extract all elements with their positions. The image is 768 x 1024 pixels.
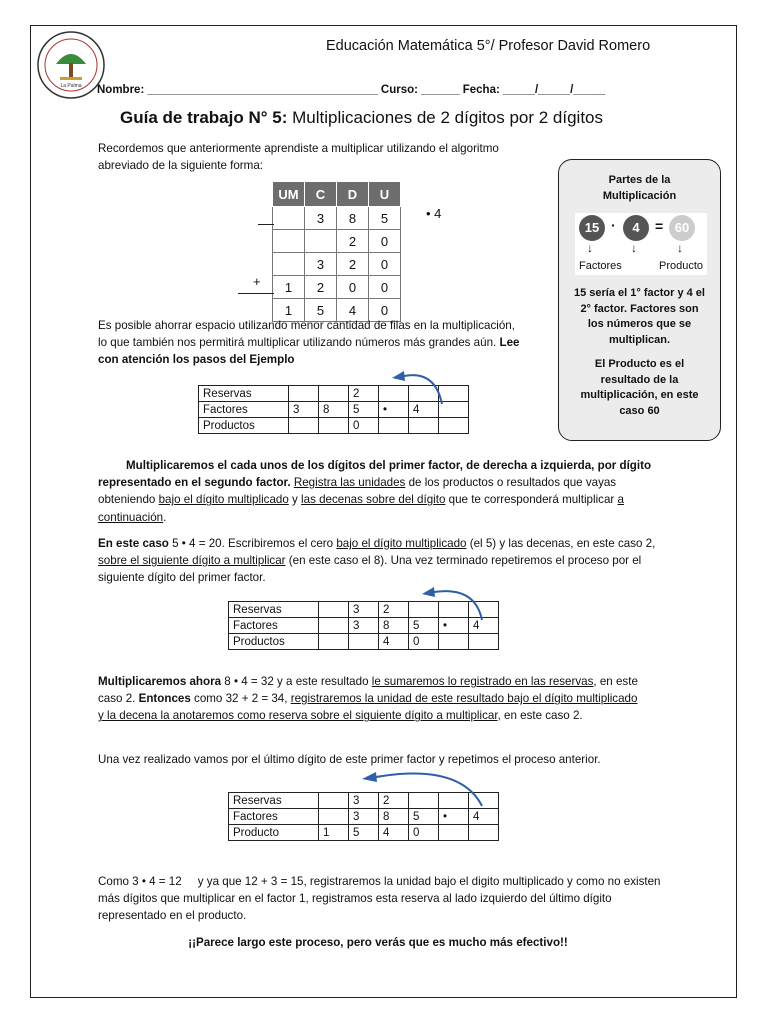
algorithm-cell [273, 253, 305, 276]
digit-cell: 2 [349, 386, 379, 402]
row-label: Productos [229, 634, 319, 650]
algorithm-cell: 4 [337, 299, 369, 322]
para5-text: , en este caso 2. [497, 709, 583, 723]
para4-underline: sobre el siguiente dígito a multiplicar [98, 554, 286, 568]
digit-cell [469, 634, 499, 650]
digit-cell: 8 [379, 809, 409, 825]
name-date-line: Nombre: ____________________________________ Curso: ______ Fecha: _____/_____/_____ [97, 84, 606, 96]
para4-underline: bajo el dígito multiplicado [336, 537, 467, 550]
para5-underline: registraremos la unidad de este resultado bajo el dígito multiplicado y la decena la anotaremos como reserva sobre el siguiente dígito a multiplicar [98, 692, 638, 723]
algorithm-cell: 3 [305, 253, 337, 276]
example-row [229, 634, 499, 650]
title-rest: Multiplicaciones de 2 dígitos por 2 dígitos [287, 108, 604, 127]
para5-bold: Entonces [138, 692, 191, 706]
rule-line [238, 293, 274, 294]
digit-cell [379, 418, 409, 434]
example-row [229, 825, 499, 841]
digit-cell: 3 [349, 618, 379, 634]
digit-cell [319, 386, 349, 402]
para4-bold: En este caso [98, 537, 169, 550]
place-value-header: D [337, 182, 369, 207]
digit-cell: 3 [289, 402, 319, 418]
digit-cell [409, 418, 439, 434]
paragraph-step3: Una vez realizado vamos por el último dígito de este primer factor y repetimos el proceso anterior. [98, 753, 601, 766]
carry-arrow-icon [410, 584, 490, 624]
para3-text: de los productos o resultados que vayas obteniendo [98, 476, 617, 507]
digit-cell: 0 [409, 825, 439, 841]
digit-cell: 2 [379, 602, 409, 618]
algorithm-cell: 0 [337, 276, 369, 299]
algorithm-cell: 1 [273, 276, 305, 299]
carry-arrow-icon [350, 765, 490, 810]
digit-cell: 4 [469, 809, 499, 825]
paragraph-step1 [98, 535, 658, 587]
paragraph-step2 [98, 673, 643, 725]
para3-underline: a continuación [98, 493, 624, 524]
para3-underline: las decenas sobre del dígito [301, 493, 446, 507]
paragraph-conclusion: Como 3 • 4 = 12 y ya que 12 + 3 = 15, registraremos la unidad bajo el digito multiplicado y como no existen más dígitos que multiplicar en el factor 1, registramos esta reserva al lado izquierdo del último dígito representado en el producto. [98, 875, 664, 923]
digit-cell [319, 618, 349, 634]
para5-text: 8 • 4 = 32 y a este resultado [221, 675, 372, 688]
row-label: Factores [199, 402, 289, 418]
para4-text: (en este caso el 8). Una vez terminado repetiremos el proceso por el siguiente dígito del primer factor. [98, 554, 642, 585]
example-row [199, 418, 469, 434]
digit-cell: 4 [469, 618, 499, 634]
digit-cell: 8 [319, 402, 349, 418]
digit-cell [319, 809, 349, 825]
digit-cell [319, 634, 349, 650]
row-label: Producto [229, 825, 319, 841]
para5-bold: Multiplicaremos ahora [98, 675, 222, 688]
paragraph-method [98, 457, 658, 526]
product-explanation: El Producto es el resultado de la multiplicación, en este caso 60 [580, 358, 699, 417]
paragraph-space [98, 317, 523, 369]
dot-sign: · [611, 217, 616, 233]
para5-text: como 32 + 2 = 34, [190, 692, 291, 706]
equals-sign: = [655, 218, 664, 234]
school-seal-icon [36, 30, 106, 100]
carry-arrow-icon [380, 368, 450, 408]
para3-underline: Registra las unidades [293, 476, 406, 490]
digit-cell: 5 [409, 618, 439, 634]
algorithm-cell [273, 207, 305, 230]
place-value-header: U [369, 182, 401, 207]
digit-cell [319, 602, 349, 618]
para5-text: , en este caso 2. [98, 675, 638, 706]
para4-text: (el 5) y las decenas, en este caso 2, [466, 537, 656, 550]
digit-cell [439, 418, 469, 434]
svg-text:La Palma: La Palma [60, 83, 82, 89]
para4-text: 5 • 4 = 20. Escribiremos el cero [168, 537, 337, 550]
digit-cell: 4 [379, 634, 409, 650]
row-label: Factores [229, 618, 319, 634]
digit-cell [289, 418, 319, 434]
digit-cell: 5 [349, 825, 379, 841]
digit-cell: 3 [349, 809, 379, 825]
algorithm-cell: 0 [369, 253, 401, 276]
algorithm-cell: 1 [273, 299, 305, 322]
row-label: Reservas [199, 386, 289, 402]
place-value-header: C [305, 182, 337, 207]
digit-cell: 8 [379, 618, 409, 634]
para5-underline: le sumaremos lo registrado en las reservas [371, 675, 594, 688]
digit-cell [349, 634, 379, 650]
digit-cell: 3 [349, 793, 379, 809]
digit-cell: 0 [409, 634, 439, 650]
algorithm-cell: 2 [305, 276, 337, 299]
example-row [229, 809, 499, 825]
parts-diagram [575, 213, 707, 275]
para3-bold: Multiplicaremos el cada unos de los dígitos del primer factor, de derecha a izquierda, por dígito representado en el segundo factor. [98, 459, 652, 490]
parts-of-multiplication-box [558, 159, 721, 441]
algorithm-cell: 8 [337, 207, 369, 230]
factors-label: Factores [579, 260, 622, 272]
multiplier-label: • 4 [426, 206, 442, 221]
plus-sign: + [253, 274, 261, 289]
intro-paragraph: Recordemos que anteriormente aprendiste a multiplicar utilizando el algoritmo abreviado de la siguiente forma: [98, 142, 499, 173]
digit-cell: 5 [409, 809, 439, 825]
digit-cell: 1 [319, 825, 349, 841]
para3-text: . [163, 510, 167, 524]
product-ball: 60 [669, 215, 695, 241]
algorithm-cell: 3 [305, 207, 337, 230]
row-label: Reservas [229, 793, 319, 809]
para2-bold: Lee con atención los pasos del Ejemplo [98, 336, 520, 367]
factors-explanation: 15 sería el 1° factor y 4 el 2° factor. Factores son los números que se multiplican. [574, 287, 705, 346]
digit-cell: • [439, 618, 469, 634]
algorithm-cell [305, 230, 337, 253]
digit-cell [319, 793, 349, 809]
closing-remark: ¡¡Parece largo este proceso, pero verás que es mucho más efectivo!! [188, 936, 568, 949]
digit-cell: 4 [409, 402, 439, 418]
factor2-ball: 4 [623, 215, 649, 241]
para2-text: Es posible ahorrar espacio utilizando menor cantidad de filas en la multiplicación, lo que también nos permitirá multiplicar utilizando números más grandes aún. [98, 319, 515, 350]
algorithm-cell: 2 [337, 253, 369, 276]
digit-cell [289, 386, 319, 402]
algorithm-row [273, 207, 401, 230]
digit-cell: • [379, 402, 409, 418]
digit-cell: • [439, 809, 469, 825]
rule-line [258, 224, 274, 225]
row-label: Productos [199, 418, 289, 434]
page-title [120, 108, 603, 128]
algorithm-row [273, 253, 401, 276]
arrow-down-icon: ↓ [587, 241, 593, 255]
header-title: Educación Matemática 5°/ Profesor David Romero [326, 38, 651, 54]
digit-cell: 3 [349, 602, 379, 618]
digit-cell [469, 825, 499, 841]
digit-cell [439, 825, 469, 841]
digit-cell [439, 634, 469, 650]
algorithm-cell: 0 [369, 299, 401, 322]
product-label: Producto [659, 260, 704, 272]
para3-text: que te corresponderá multiplicar [445, 493, 618, 507]
algorithm-cell [273, 230, 305, 253]
algorithm-row [273, 230, 401, 253]
para3-text: y [288, 493, 302, 507]
factor1-ball: 15 [579, 215, 605, 241]
algorithm-row [273, 276, 401, 299]
title-bold: Guía de trabajo N° 5: [120, 108, 288, 127]
algorithm-cell: 5 [369, 207, 401, 230]
row-label: Factores [229, 809, 319, 825]
arrow-down-icon: ↓ [677, 241, 683, 255]
digit-cell: 0 [349, 418, 379, 434]
digit-cell: 4 [379, 825, 409, 841]
arrow-down-icon: ↓ [631, 241, 637, 255]
algorithm-cell: 2 [337, 230, 369, 253]
digit-cell: 2 [379, 793, 409, 809]
row-label: Reservas [229, 602, 319, 618]
algorithm-cell: 0 [369, 230, 401, 253]
digit-cell: 5 [349, 402, 379, 418]
place-value-header: UM [273, 182, 305, 207]
parts-title: Partes de la Multiplicación [602, 174, 677, 202]
para3-underline: bajo el dígito multiplicado [158, 493, 289, 507]
digit-cell [319, 418, 349, 434]
algorithm-table [272, 181, 401, 322]
algorithm-cell: 5 [305, 299, 337, 322]
algorithm-cell: 0 [369, 276, 401, 299]
